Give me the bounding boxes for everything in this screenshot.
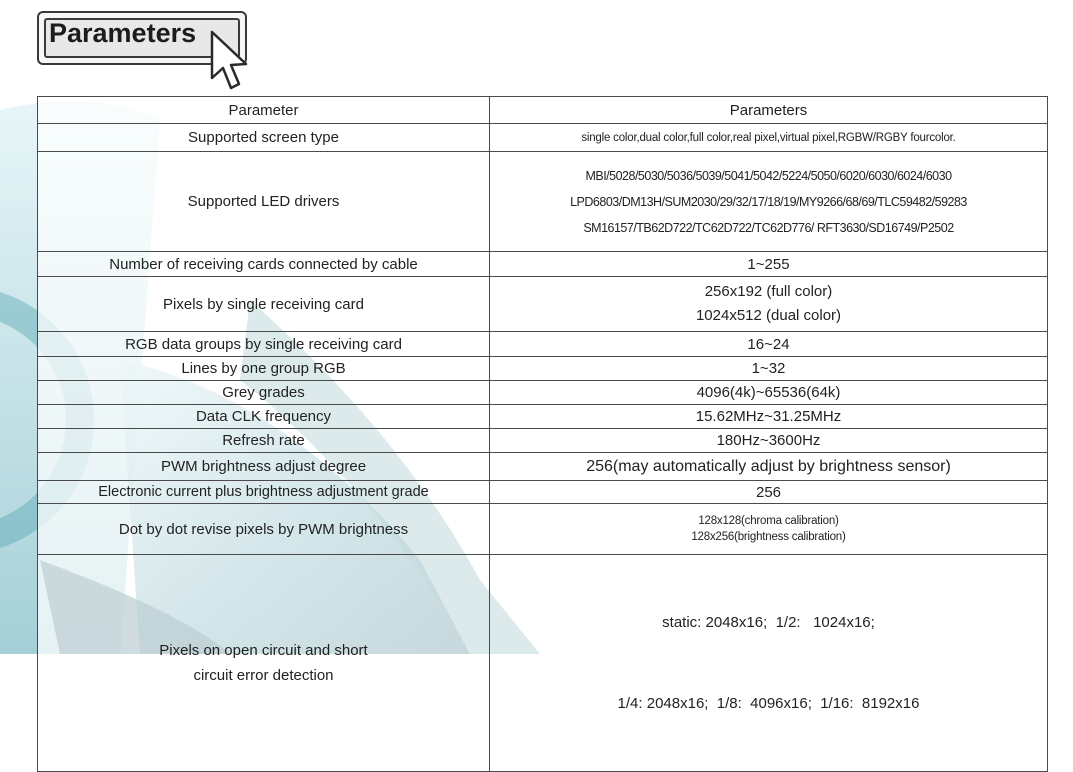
param-name: Data CLK frequency — [38, 405, 490, 429]
column-header-parameters: Parameters — [490, 97, 1048, 124]
value-line: 256x192 (full color) — [704, 283, 833, 300]
table-row — [38, 429, 1048, 453]
value-line: 1024x512 (dual color) — [695, 307, 842, 324]
value-line: 128x256(brightness calibration) — [691, 531, 846, 543]
param-value: 15.62MHz~31.25MHz — [490, 405, 1048, 429]
table-row — [38, 555, 1048, 772]
value-line: SM16157/TB62D722/TC62D722/TC62D776/ RFT3630/SD16749/P2502 — [583, 220, 954, 235]
param-value: 1~255 — [490, 252, 1048, 277]
page-title: Parameters — [49, 18, 197, 48]
value-line: static: 2048x16; 1/2: 1024x16; — [662, 614, 875, 631]
param-value: single color,dual color,full color,real pixel,virtual pixel,RGBW/RGBY fourcolor. — [490, 124, 1048, 152]
value-line: MBI/5028/5030/5036/5039/5041/5042/5224/5050/6020/6030/6024/6030 — [585, 168, 952, 183]
value-line: LPD6803/DM13H/SUM2030/29/32/17/18/19/MY9266/68/69/TLC59482/59283 — [570, 194, 967, 209]
param-value: 256(may automatically adjust by brightness sensor) — [490, 453, 1048, 481]
table-row — [38, 332, 1048, 357]
param-value — [490, 504, 1048, 555]
table-row — [38, 453, 1048, 481]
param-name: Supported screen type — [38, 124, 490, 152]
table-row — [38, 381, 1048, 405]
table-header-row — [38, 97, 1048, 124]
param-value: 256 — [490, 481, 1048, 504]
name-line: Pixels on open circuit and short — [159, 642, 368, 659]
value-line: 1/4: 2048x16; 1/8: 4096x16; 1/16: 8192x16 — [617, 695, 920, 712]
table-row — [38, 405, 1048, 429]
table-row — [38, 481, 1048, 504]
param-value — [490, 555, 1048, 772]
table-row — [38, 124, 1048, 152]
param-value: 1~32 — [490, 357, 1048, 381]
param-value: 180Hz~3600Hz — [490, 429, 1048, 453]
param-value — [490, 277, 1048, 332]
table-row — [38, 357, 1048, 381]
table-row — [38, 504, 1048, 555]
param-name: Grey grades — [38, 381, 490, 405]
param-value: 4096(4k)~65536(64k) — [490, 381, 1048, 405]
param-value: 16~24 — [490, 332, 1048, 357]
param-name: Refresh rate — [38, 429, 490, 453]
param-name: RGB data groups by single receiving card — [38, 332, 490, 357]
param-name: Electronic current plus brightness adjustment grade — [38, 481, 490, 504]
table-row — [38, 152, 1048, 252]
table-row — [38, 252, 1048, 277]
param-name — [38, 555, 490, 772]
param-name: Lines by one group RGB — [38, 357, 490, 381]
parameters-table — [37, 96, 1048, 772]
param-name: Supported LED drivers — [38, 152, 490, 252]
name-line: circuit error detection — [193, 667, 334, 684]
param-name: Dot by dot revise pixels by PWM brightness — [38, 504, 490, 555]
cursor-arrow-icon — [204, 26, 260, 98]
table-row — [38, 277, 1048, 332]
value-line: 128x128(chroma calibration) — [698, 515, 839, 527]
column-header-parameter: Parameter — [38, 97, 490, 124]
param-value — [490, 152, 1048, 252]
param-name: Number of receiving cards connected by cable — [38, 252, 490, 277]
param-name: PWM brightness adjust degree — [38, 453, 490, 481]
param-name: Pixels by single receiving card — [38, 277, 490, 332]
